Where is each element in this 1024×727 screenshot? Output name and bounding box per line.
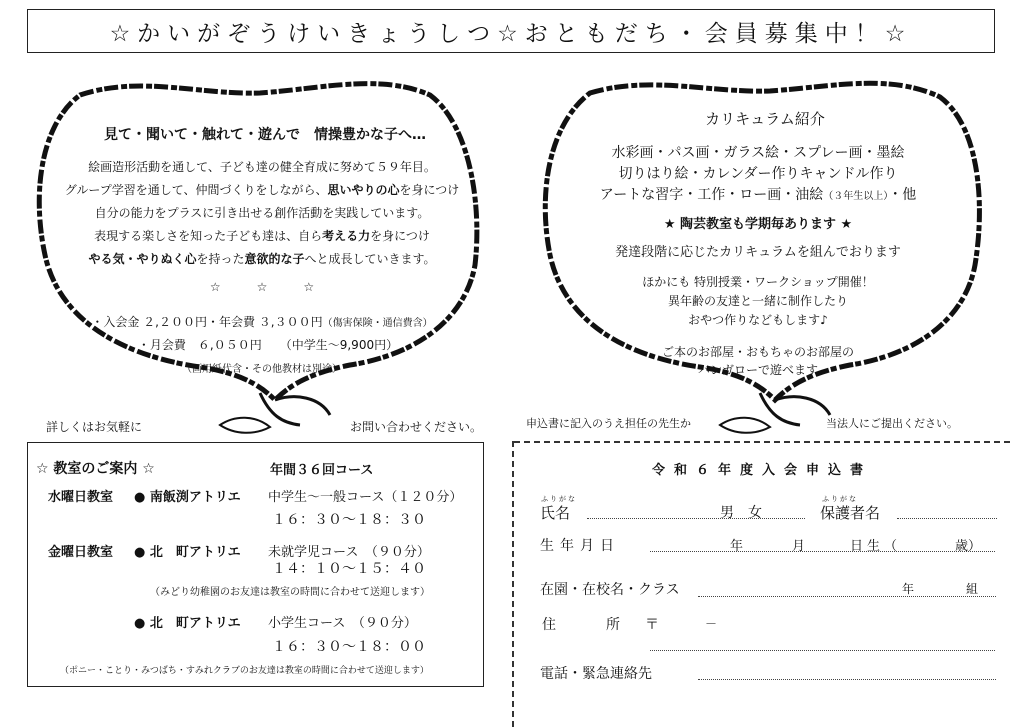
form-title: 令和６年度入会申込書 [651, 463, 873, 478]
contact-text-b: お問い合わせください。 [350, 420, 483, 434]
wednesday-course: 中学生～一般コース（１２０分） [268, 490, 463, 505]
left-line-3: 自分の能力をプラスに引き出せる創作活動を実践しています。 [94, 206, 430, 220]
school-field[interactable] [698, 596, 996, 597]
left-line-2: グループ学習を通して、仲間づくりをしながら、思いやりの心を身につけ [64, 183, 460, 197]
postal-dash: － [705, 617, 718, 631]
gender-options[interactable]: 男 女 [720, 505, 762, 521]
classroom-title: ☆ 教室のご案内 ☆ [36, 461, 155, 477]
birth-day-unit: 日生（ [850, 539, 902, 554]
left-line-4: 表現する楽しさを知った子ども達は、自ら考える力を身につけ [94, 229, 430, 243]
left-heading: 見て・聞いて・触れて・遊んで 情操豊かな子へ… [104, 127, 426, 143]
curriculum-line-3: アートな習字・工作・ロー画・油絵（３年生以上）・他 [599, 187, 917, 203]
guardian-field[interactable] [897, 518, 997, 519]
curriculum-line-2: 切りはり絵・カレンダー作りキャンドル作り [618, 166, 898, 182]
submit-text-a: 申込書に記入のうえ担任の先生か [526, 417, 691, 430]
age-unit: 歳） [955, 539, 982, 554]
guardian-label: 保護者名 [820, 504, 881, 522]
left-line-1: 絵画造形活動を通して、子ども達の健全育成に努めて５９年目。 [88, 160, 436, 174]
furigana-label-1: ふりがな [541, 495, 577, 503]
birthdate-field[interactable] [650, 551, 995, 552]
submit-text-b: 当法人にご提出ください。 [826, 417, 958, 430]
development-line: 発達段階に応じたカリキュラムを組んでおります [615, 245, 901, 260]
curriculum-line-1: 水彩画・パス画・ガラス絵・スプレー画・墨絵 [611, 145, 905, 161]
cut-line-horizontal [514, 441, 1010, 443]
other-line-3: おやつ作りなどもします♪ [688, 313, 828, 327]
elementary-time: １６：３０～１８：００ [272, 639, 426, 655]
wednesday-class: 水曜日教室 [48, 490, 114, 505]
elementary-atelier: ● 北 町アトリエ [134, 616, 241, 631]
room-line-1: ご本のお部屋・おもちゃのお部屋の [661, 345, 855, 359]
friday-atelier: ● 北 町アトリエ [134, 545, 241, 560]
postal-mark: 〒 [645, 617, 659, 633]
kindergarten-note: （みどり幼稚園のお友達は教室の時間に合わせて送迎します） [150, 587, 430, 598]
class-unit: 組 [966, 582, 979, 596]
address-label-1: 住 [542, 617, 556, 633]
cut-line-vertical [512, 441, 514, 727]
title-banner [27, 9, 995, 53]
left-stars: ☆ ☆ ☆ [209, 280, 315, 294]
annual-course: 年間３６回コース [270, 463, 374, 478]
contact-text-a: 詳しくはお気軽に [46, 420, 143, 434]
friday-course: 未就学児コース （９０分） [268, 545, 430, 560]
left-blob-shape [20, 55, 500, 435]
grade-unit: 年 [902, 582, 915, 596]
address-field[interactable] [650, 650, 995, 651]
friday-time: １４：１０～１５：４０ [272, 561, 426, 577]
wednesday-time: １６：３０～１８：３０ [272, 512, 426, 528]
fee-line-2: ・月会費 ６,０５０円 （中学生～9,900円） [137, 338, 399, 352]
friday-class: 金曜日教室 [48, 545, 114, 560]
name-field[interactable] [587, 518, 805, 519]
left-line-5: やる気・やりぬく心を持った意欲的な子へと成長していきます。 [88, 252, 436, 266]
name-label: 氏名 [540, 504, 571, 522]
right-heading: カリキュラム紹介 [705, 110, 825, 128]
birth-month-unit: 月 [792, 539, 806, 554]
other-line-2: 異年齢の友達と一緒に制作したり [667, 294, 849, 308]
pottery-line: ★ 陶芸教室も学期毎あります ★ [663, 217, 853, 232]
other-line-1: ほかにも 特別授業・ワークショップ開催！ [642, 275, 874, 289]
school-label: 在園・在校名・クラス [540, 582, 680, 598]
room-line-2: バンガローで遊べます [697, 363, 819, 377]
title-text: ☆かいがぞうけいきょうしつ☆おともだち・会員募集中！☆ [109, 20, 913, 47]
wednesday-atelier: ● 南飯渕アトリエ [134, 490, 241, 505]
address-label-2: 所 [606, 617, 620, 633]
birth-year-unit: 年 [730, 539, 744, 554]
fee-line-3: （画用紙代含・その他教材は別途） [182, 364, 342, 375]
phone-field[interactable] [698, 679, 996, 680]
club-note: （ポニー・ことり・みつばち・すみれクラブのお友達は教室の時間に合わせて送迎します） [60, 666, 429, 676]
furigana-label-2: ふりがな [822, 495, 858, 503]
fee-line-1: ・入会金 ２,２００円・年会費 ３,３００円（傷害保険・通信費含） [91, 315, 433, 329]
phone-label: 電話・緊急連絡先 [540, 666, 652, 682]
birthdate-label: 生年月日 [540, 538, 620, 554]
elementary-course: 小学生コース （９０分） [268, 616, 417, 631]
